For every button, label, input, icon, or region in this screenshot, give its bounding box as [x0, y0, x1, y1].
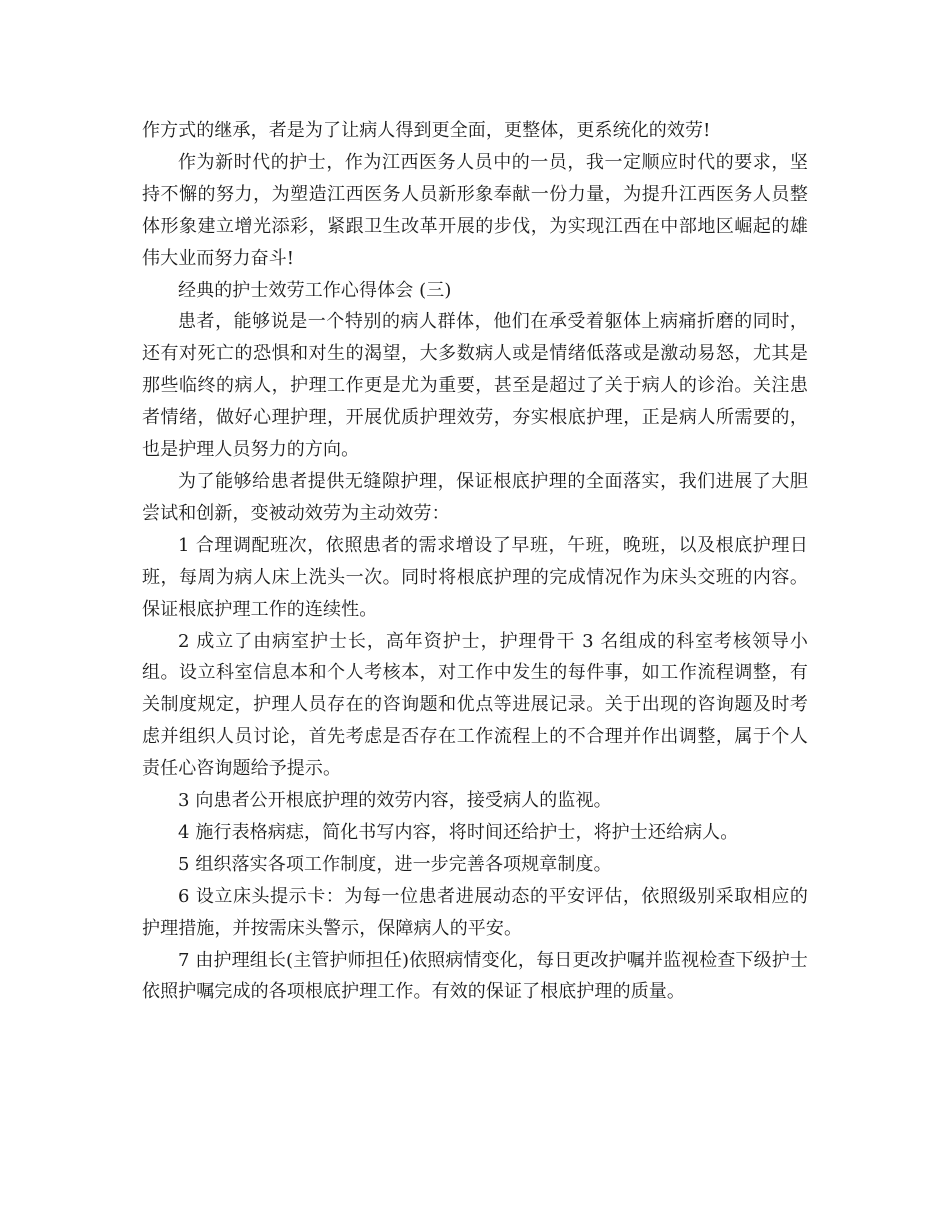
paragraph-innovation: 为了能够给患者提供无缝隙护理，保证根底护理的全面落实，我们进展了大胆尝试和创新，变被动效劳为主动效劳：	[142, 470, 808, 524]
list-item-5: 5 组织落实各项工作制度，进一步完善各项规章制度。	[178, 853, 612, 875]
list-item-3: 3 向患者公开根底护理的效劳内容，接受病人的监视。	[178, 790, 612, 812]
list-item-7: 7 由护理组长(主管护师担任)依照病情变化，每日更改护嘱并监视检查下级护士依照护嘱完成的各项根底护理工作。有效的保证了根底护理的质量。	[142, 949, 808, 1003]
document-body	[142, 115, 808, 1008]
list-item-2: 2 成立了由病室护士长，高年资护士，护理骨干 3 名组成的科室考核领导小组。设立科室信息本和个人考核本，对工作中发生的每件事，如工作流程调整，有关制度规定，护理人员存在的咨询题和优点等进展记录。关于出现的咨询题及时考虑并组织人员讨论，首先考虑是否存在工作流程上的不合理并作出调整，属于个人责任心咨询题给予提示。	[142, 630, 808, 780]
paragraph-continuation: 作方式的继承，者是为了让病人得到更全面，更整体，更系统化的效劳!	[142, 120, 711, 141]
paragraph-patients: 患者，能够说是一个特别的病人群体，他们在承受着躯体上病痛折磨的同时，还有对死亡的恐惧和对生的渴望，大多数病人或是情绪低落或是激动易怒，尤其是那些临终的病人，护理工作更是尤为重要，甚至是超过了关于病人的诊治。关注患者情绪，做好心理护理，开展优质护理效劳，夯实根底护理，正是病人所需要的，也是护理人员努力的方向。	[142, 311, 808, 461]
paragraph-pledge: 作为新时代的护士，作为江西医务人员中的一员，我一定顺应时代的要求，坚持不懈的努力，为塑造江西医务人员新形象奉献一份力量，为提升江西医务人员整体形象建立增光添彩，紧跟卫生改革开展的步伐，为实现江西在中部地区崛起的雄伟大业而努力奋斗!	[142, 151, 808, 269]
section-heading: 经典的护士效劳工作心得体会 (三)	[178, 279, 452, 301]
list-item-4: 4 施行表格病痣，简化书写内容，将时间还给护士，将护士还给病人。	[178, 821, 739, 843]
list-item-1: 1 合理调配班次，依照患者的需求增设了早班，午班，晚班，以及根底护理日班，每周为病人床上洗头一次。同时将根底护理的完成情况作为床头交班的内容。保证根底护理工作的连续性。	[142, 534, 808, 620]
list-item-6: 6 设立床头提示卡：为每一位患者进展动态的平安评估，依照级别采取相应的护理措施，并按需床头警示，保障病人的平安。	[142, 885, 808, 939]
